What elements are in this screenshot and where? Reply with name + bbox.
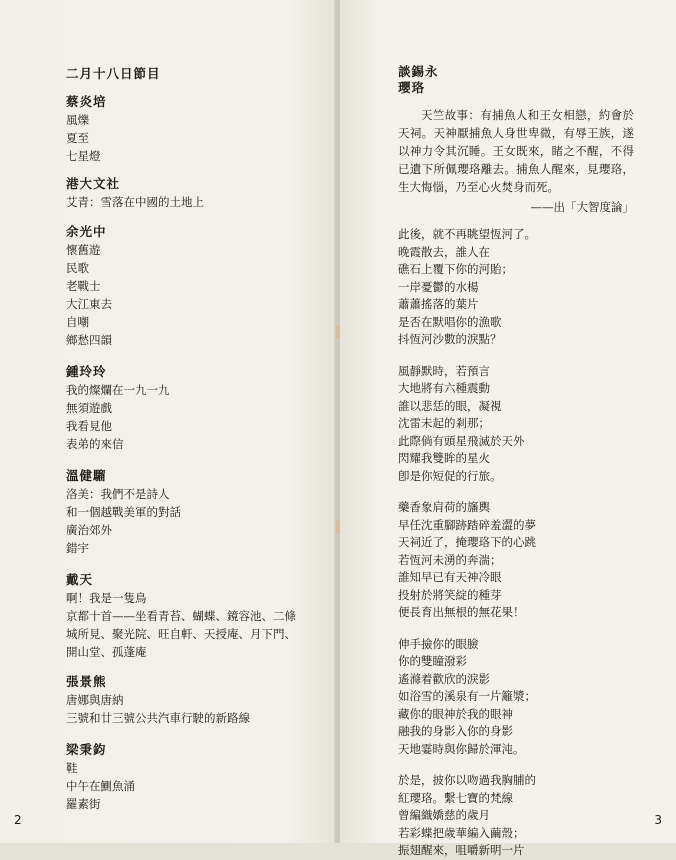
program-block	[66, 175, 316, 211]
work-title: 中午在鰂魚涌	[66, 779, 135, 793]
work-title: 夏至	[66, 131, 89, 145]
poem-epigraph: 天竺故事：有捕魚人和王女相戀，約會於天祠。天神厭捕魚人身世卑微，有辱王族，遂以神力令其沉睡。王女既來，睹之不醒，不得已遺下所佩瓔珞離去。捕魚人醒來，見瓔珞，生大悔惱，乃至心火焚身而死。	[398, 108, 634, 194]
work-title: 老戰士	[66, 279, 101, 293]
poet-name: 蔡炎培	[66, 94, 107, 109]
work-title: 我看見他	[66, 419, 112, 433]
epigraph-source: ——出「大智度論」	[530, 200, 634, 214]
poem-line: 你的雙瞳潑彩	[398, 654, 467, 668]
poet-name: 溫健騮	[66, 468, 107, 483]
poem-line: 誰以悲恁的眼，凝視	[398, 398, 502, 413]
program-block	[66, 93, 316, 165]
work-title: 無須遊戲	[66, 401, 112, 415]
poem-line: 曾編織嬌慈的歲月	[398, 808, 490, 822]
poem-line: 融我的身影入你的身影	[398, 724, 513, 738]
work-title: 自嘲	[66, 315, 89, 329]
work-title: 啊！我是一隻鳥	[66, 591, 147, 605]
poem-stanza	[398, 636, 634, 759]
poem-line: 藏你的眼神於我的眼神	[398, 706, 513, 721]
poem-line: 蕭蕭搖落的葉片	[398, 297, 479, 311]
poet-name: 港大文社	[66, 176, 121, 191]
poem-line: 投射於將笑綻的種芽	[398, 587, 502, 602]
poet-name: 張景熊	[66, 674, 107, 689]
poet-name: 鍾玲玲	[66, 364, 107, 379]
poem-stanzas	[398, 226, 634, 860]
work-title: 城所見、聚光院、旺自軒、天授庵、月下門、	[66, 627, 296, 641]
poem-line: 如浴雪的溪泉有一片籬漿；	[398, 689, 536, 703]
program-block	[66, 223, 316, 349]
poem-line: 早任沈重腳跡踏碎羞澀的夢	[398, 517, 536, 532]
poem-line: 紅瓔珞。繫七寶的梵線	[398, 790, 513, 805]
poem-line: 振翅醒來，咀嚼新明一片	[398, 843, 525, 857]
poem-line: 抖恆河沙數的淚點？	[398, 332, 502, 346]
page-number-right: 3	[654, 813, 662, 827]
poem-line: 天地霎時與你歸於渾沌。	[398, 741, 525, 756]
work-title: 錯宇	[66, 541, 89, 555]
poem-line: 大地將有六種震動	[398, 381, 490, 395]
work-title: 大江東去	[66, 297, 112, 311]
poem-line: 於是，披你以吻過我胸脯的	[398, 773, 536, 787]
work-title: 三號和廿三號公共汽車行駛的新路線	[66, 711, 250, 725]
work-title: 京都十首——坐看青苔、蝴蝶、鏡容池、二條	[66, 609, 296, 623]
poem-stanza	[398, 772, 634, 860]
poem-line: 藥香象肩荷的旛輿	[398, 500, 490, 514]
poem-line: 風靜默時，若預言	[398, 363, 490, 378]
program-date-title: 二月十八日節目	[66, 66, 161, 81]
work-title: 表弟的來信	[66, 437, 124, 451]
work-title: 風爍	[66, 113, 89, 127]
poem-line: 閃耀我雙眸的星火	[398, 451, 490, 465]
poem-line: 若恆河未湧的奔湍；	[398, 552, 502, 567]
poem-line: 若彩蝶把歲華編入繭殼；	[398, 825, 525, 840]
work-title: 洛美：我們不是詩人	[66, 487, 170, 501]
poem-line: 礁石上覆下你的河貽；	[398, 262, 513, 276]
poet-name: 戴天	[66, 572, 94, 587]
work-title: 艾青：雪落在中國的土地上	[66, 195, 204, 209]
work-title: 懷舊遊	[66, 243, 101, 257]
work-title: 我的燦爛在一九一九	[66, 383, 170, 397]
poem-title: 瓔珞	[398, 80, 426, 95]
poem-line: 沈雷未起的剎那；	[398, 416, 490, 430]
poem-line: 遙滌着歡欣的淚影	[398, 671, 490, 686]
poem-line: 是否在默唱你的漁歌	[398, 314, 502, 329]
poem-line: 便長育出無根的無花果！	[398, 605, 525, 619]
work-title: 和一個越戰美軍的對話	[66, 505, 181, 519]
page-number-left: 2	[14, 813, 22, 827]
program-block	[66, 673, 316, 727]
poem-line: 晚霞散去，誰人在	[398, 244, 490, 259]
work-title: 開山堂、孤蓬庵	[66, 645, 147, 659]
poem-line: 伸手撿你的眼臉	[398, 636, 479, 651]
program-block	[66, 363, 316, 453]
poem-line: 此後，就不再眺望恆河了。	[398, 227, 536, 241]
poem-line: 卽是你短促的行旅。	[398, 468, 502, 483]
work-title: 鄉愁四韻	[66, 333, 112, 347]
work-title: 廣治郊外	[66, 523, 112, 537]
poem-stanza	[398, 363, 634, 486]
poet-name: 余光中	[66, 224, 107, 239]
poem-author: 談錫永	[398, 64, 439, 79]
poem-line: 此際倘有頭星飛滅於天外	[398, 433, 525, 448]
poem-column	[398, 64, 634, 860]
program-block	[66, 571, 316, 661]
poem-stanza	[398, 499, 634, 622]
poem-stanza	[398, 226, 634, 349]
poem-line: 一岸憂鬱的水楊	[398, 279, 479, 294]
program-column	[66, 64, 316, 813]
work-title: 民歌	[66, 261, 89, 275]
program-list	[66, 93, 316, 813]
poem-line: 誰知早已有天神冷眼	[398, 570, 502, 584]
work-title: 羅素街	[66, 797, 101, 811]
left-page	[0, 0, 336, 843]
work-title: 七星燈	[66, 149, 101, 163]
work-title: 唐娜與唐納	[66, 693, 124, 707]
work-title: 鞋	[66, 761, 78, 775]
poet-name: 梁秉鈞	[66, 742, 107, 757]
program-block	[66, 741, 316, 813]
poem-line: 天祠近了，掩瓔珞下的心跳	[398, 535, 536, 549]
program-block	[66, 467, 316, 557]
